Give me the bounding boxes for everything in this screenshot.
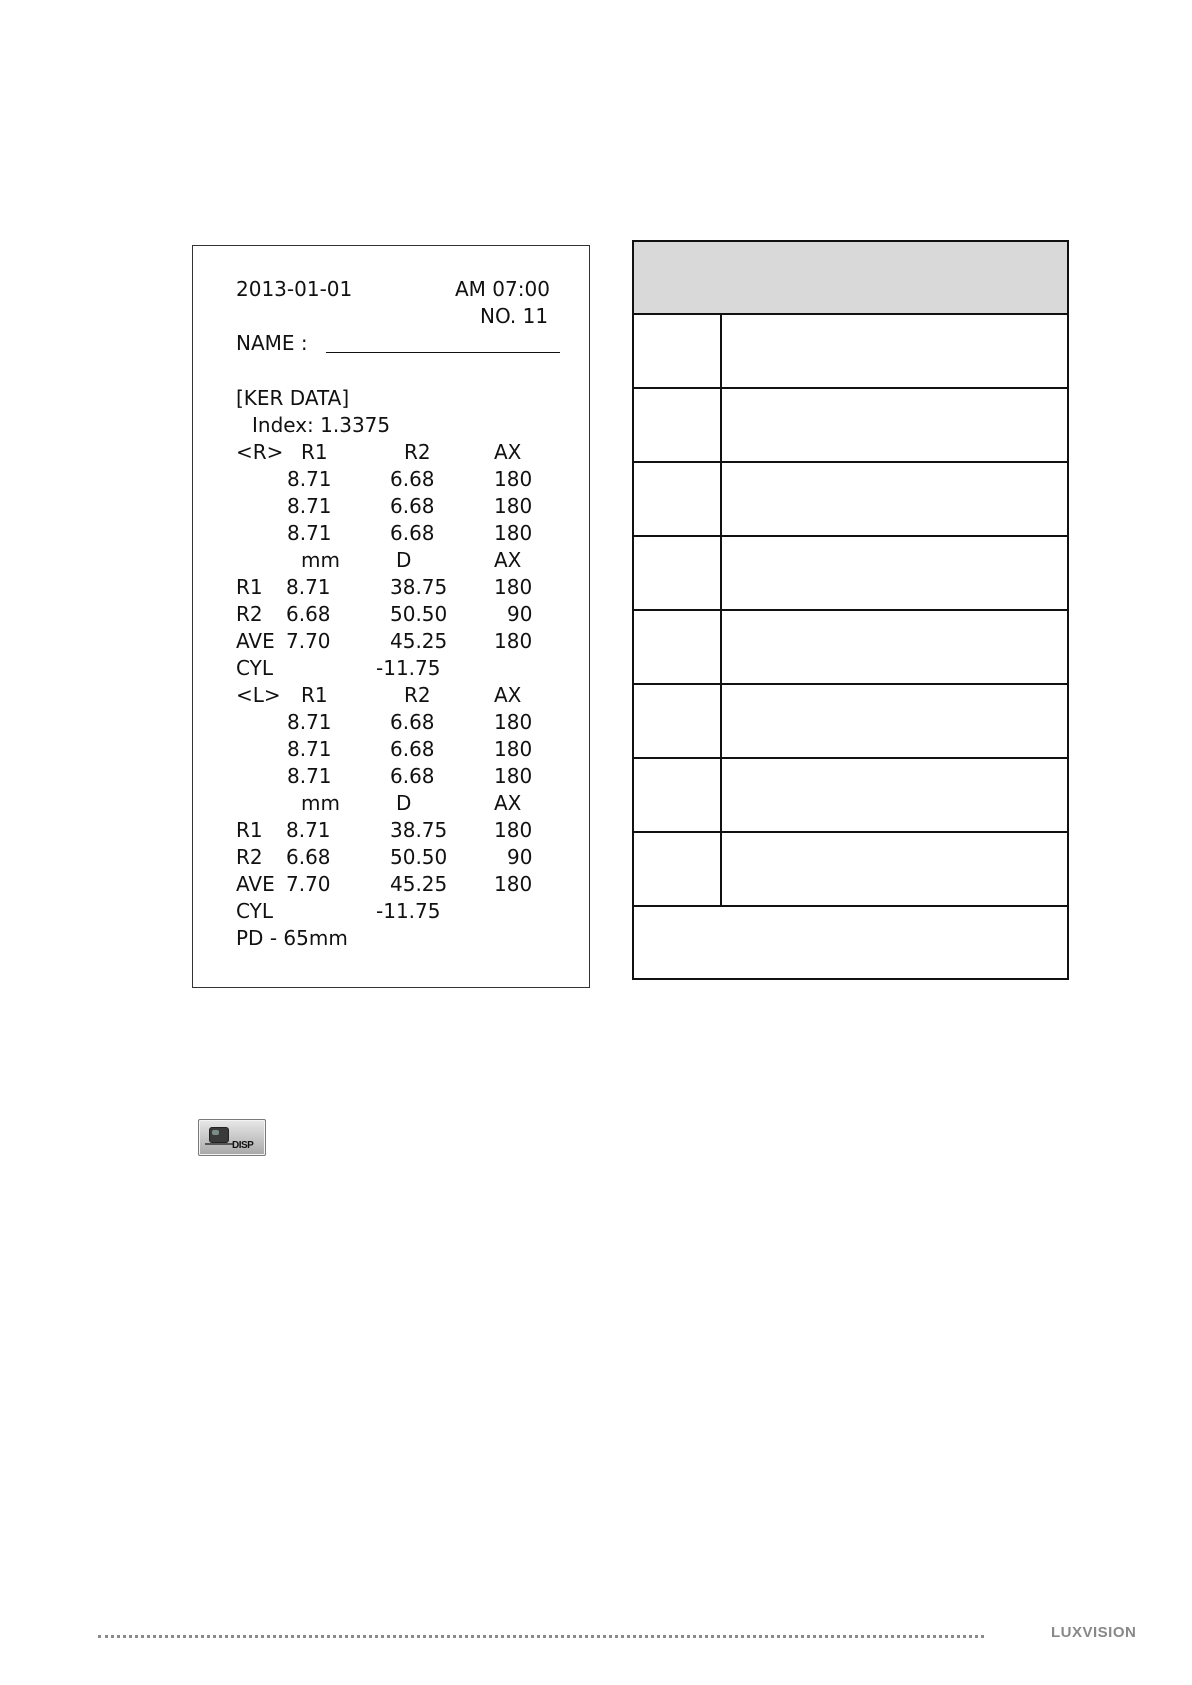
reading-row <box>193 736 589 763</box>
disp-button-label: DISP <box>232 1140 254 1151</box>
summary-ax: 180 <box>494 575 533 599</box>
reading-r2: 6.68 <box>390 710 435 734</box>
header-ax: AX <box>494 791 522 815</box>
reading-row <box>193 493 589 520</box>
table-key-cell <box>634 315 722 387</box>
summary-row <box>193 628 589 655</box>
reading-r2: 6.68 <box>390 467 435 491</box>
summary-mm: 7.70 <box>286 872 331 896</box>
summary-d: 38.75 <box>390 818 448 842</box>
reading-ax: 180 <box>494 467 533 491</box>
table-key-cell <box>634 537 722 609</box>
left-eye-marker: <L> <box>236 683 281 707</box>
table-row <box>634 537 1067 611</box>
summary-ax: 90 <box>507 845 533 869</box>
header-ax: AX <box>494 683 522 707</box>
header-r2: R2 <box>404 683 431 707</box>
summary-row <box>193 817 589 844</box>
summary-mm: 8.71 <box>286 818 331 842</box>
name-label: NAME : <box>236 331 308 355</box>
summary-label: R2 <box>236 602 263 626</box>
table-row <box>634 611 1067 685</box>
summary-d: 45.25 <box>390 872 448 896</box>
section-title-row <box>193 385 589 412</box>
disp-button[interactable] <box>198 1119 266 1156</box>
reading-r2: 6.68 <box>390 737 435 761</box>
reading-row <box>193 763 589 790</box>
left-eye-header-row <box>193 682 589 709</box>
table-row <box>634 315 1067 389</box>
summary-ax: 90 <box>507 602 533 626</box>
right-eye-header-row <box>193 439 589 466</box>
table-key-cell <box>634 463 722 535</box>
summary-row <box>193 574 589 601</box>
reading-r1: 8.71 <box>287 710 332 734</box>
section-title: [KER DATA] <box>236 386 350 410</box>
printout-number-row <box>193 303 589 330</box>
reading-r2: 6.68 <box>390 521 435 545</box>
cyl-label: CYL <box>236 899 273 923</box>
table-key-cell <box>634 611 722 683</box>
monitor-stand <box>205 1143 233 1145</box>
header-d: D <box>396 791 412 815</box>
summary-header-row <box>193 547 589 574</box>
table-row <box>634 389 1067 463</box>
cyl-value: -11.75 <box>376 899 441 923</box>
reading-r2: 6.68 <box>390 764 435 788</box>
summary-header-row <box>193 790 589 817</box>
summary-label: R1 <box>236 575 263 599</box>
cyl-label: CYL <box>236 656 273 680</box>
monitor-icon <box>209 1127 229 1143</box>
summary-mm: 8.71 <box>286 575 331 599</box>
printout-header-row <box>193 276 589 303</box>
summary-label: AVE <box>236 872 275 896</box>
header-d: D <box>396 548 412 572</box>
reading-ax: 180 <box>494 494 533 518</box>
printout-receipt <box>192 245 590 988</box>
reading-ax: 180 <box>494 764 533 788</box>
summary-d: 45.25 <box>390 629 448 653</box>
summary-ax: 180 <box>494 872 533 896</box>
summary-ax: 180 <box>494 629 533 653</box>
reading-ax: 180 <box>494 710 533 734</box>
reading-row <box>193 520 589 547</box>
summary-label: AVE <box>236 629 275 653</box>
table-row <box>634 759 1067 833</box>
index-row <box>193 412 589 439</box>
table-footer-row <box>634 906 1067 978</box>
reading-row <box>193 466 589 493</box>
summary-row <box>193 871 589 898</box>
header-r2: R2 <box>404 440 431 464</box>
reading-r1: 8.71 <box>287 737 332 761</box>
pd-row <box>193 925 589 952</box>
printout-name-row <box>193 330 589 357</box>
reading-r2: 6.68 <box>390 494 435 518</box>
name-blank-line <box>326 352 560 353</box>
reading-r1: 8.71 <box>287 764 332 788</box>
header-mm: mm <box>301 791 340 815</box>
table-key-cell <box>634 759 722 831</box>
print-number: NO. 11 <box>480 304 549 328</box>
description-table <box>632 240 1069 980</box>
reading-r1: 8.71 <box>287 467 332 491</box>
brand-logo: LUXVISION <box>1051 1624 1137 1641</box>
summary-row <box>193 844 589 871</box>
print-time: AM 07:00 <box>455 277 550 301</box>
footer-divider <box>98 1635 984 1638</box>
header-mm: mm <box>301 548 340 572</box>
reading-ax: 180 <box>494 737 533 761</box>
summary-mm: 6.68 <box>286 602 331 626</box>
pd-value: PD - 65mm <box>236 926 348 950</box>
summary-mm: 6.68 <box>286 845 331 869</box>
table-key-cell <box>634 833 722 905</box>
summary-row <box>193 601 589 628</box>
summary-d: 50.50 <box>390 845 448 869</box>
reading-ax: 180 <box>494 521 533 545</box>
summary-d: 50.50 <box>390 602 448 626</box>
table-header <box>634 242 1067 315</box>
header-r1: R1 <box>301 683 328 707</box>
table-key-cell <box>634 685 722 757</box>
summary-ax: 180 <box>494 818 533 842</box>
index-value: Index: 1.3375 <box>252 413 391 437</box>
table-row <box>634 463 1067 537</box>
cyl-value: -11.75 <box>376 656 441 680</box>
header-ax: AX <box>494 440 522 464</box>
cyl-row <box>193 655 589 682</box>
summary-label: R1 <box>236 818 263 842</box>
header-r1: R1 <box>301 440 328 464</box>
summary-d: 38.75 <box>390 575 448 599</box>
summary-label: R2 <box>236 845 263 869</box>
header-ax: AX <box>494 548 522 572</box>
right-eye-marker: <R> <box>236 440 284 464</box>
summary-mm: 7.70 <box>286 629 331 653</box>
table-row <box>634 833 1067 907</box>
reading-r1: 8.71 <box>287 521 332 545</box>
reading-row <box>193 709 589 736</box>
table-row <box>634 685 1067 759</box>
reading-r1: 8.71 <box>287 494 332 518</box>
print-date: 2013-01-01 <box>236 277 353 301</box>
cyl-row <box>193 898 589 925</box>
table-key-cell <box>634 389 722 461</box>
